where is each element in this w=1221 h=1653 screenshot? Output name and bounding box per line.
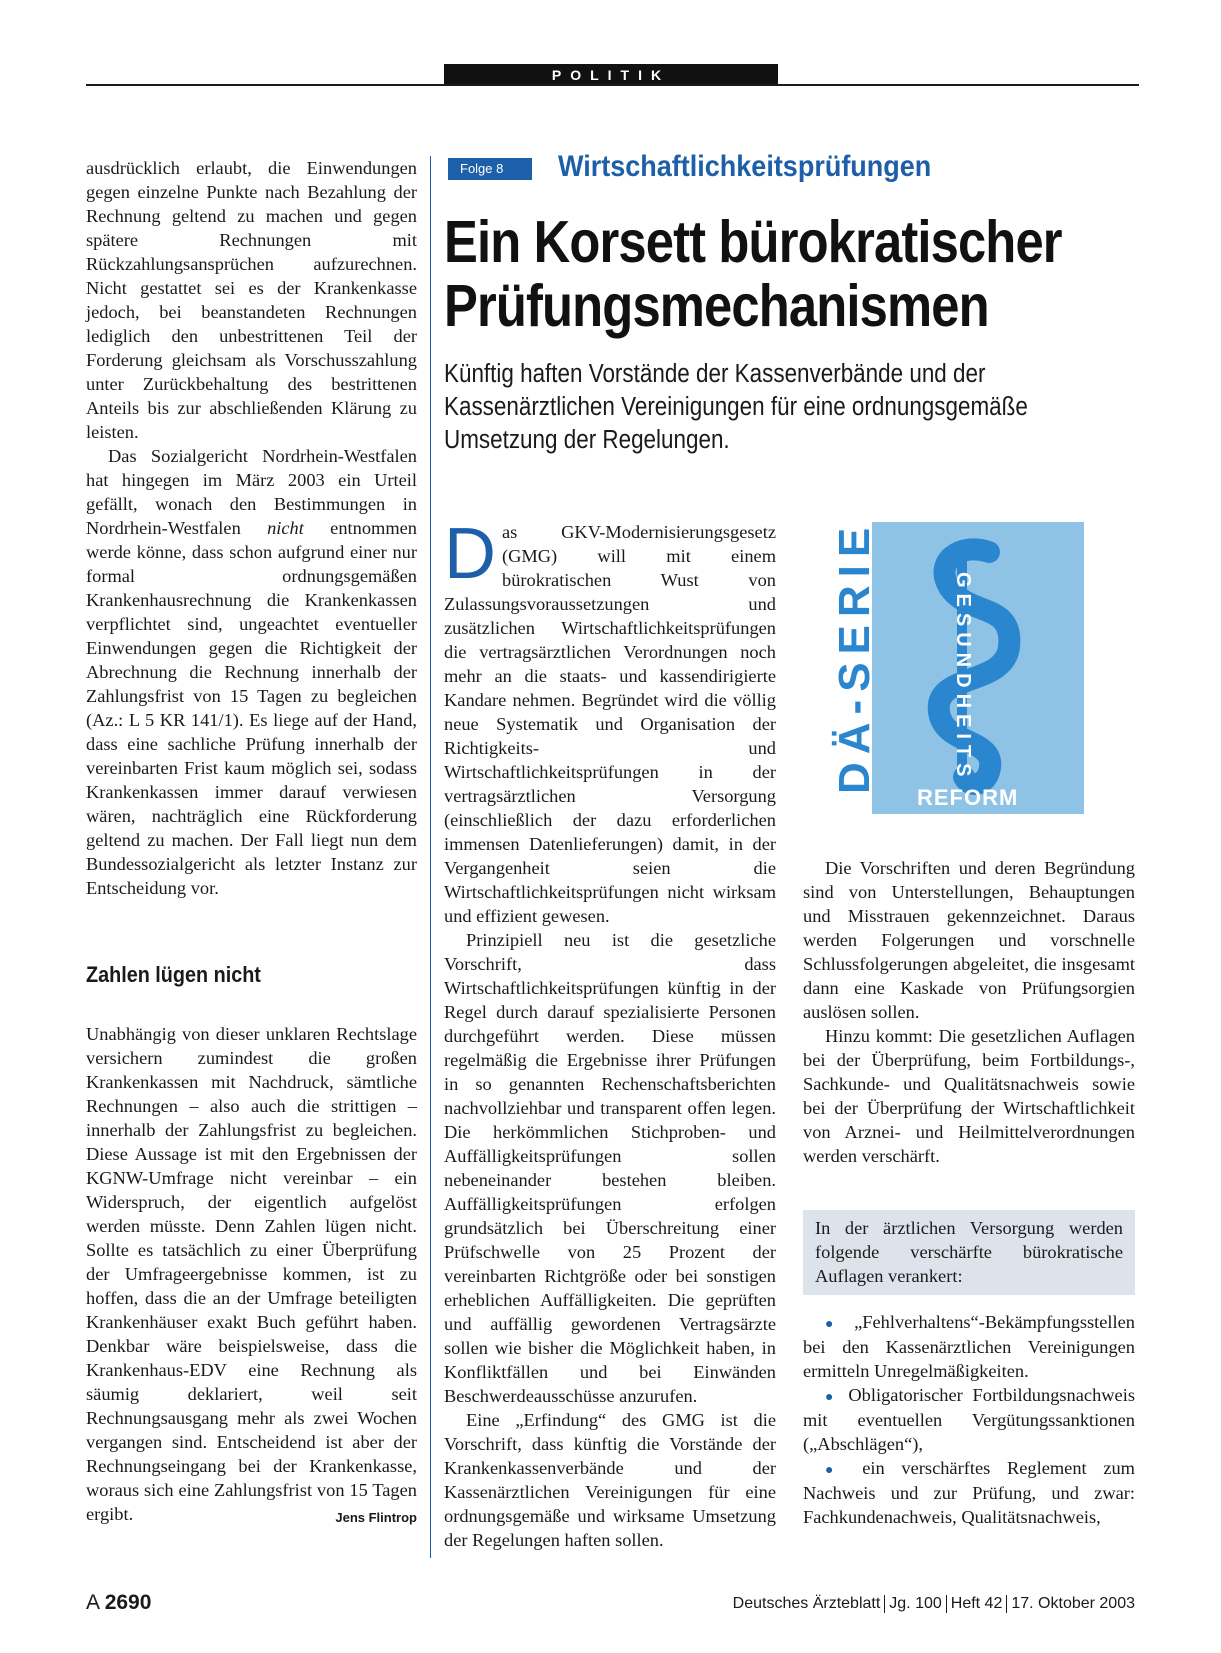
headline: Ein Korsett bürokratischer Prüfungsmechanismen	[444, 209, 1062, 339]
paragraph: Hinzu kommt: Die gesetzlichen Auflagen bei der Überprüfung, beim Fortbildungs-, Sachkunde- und Qualitätsnachweis sowie bei der Überprüfung der Wirtschaftlichkeit von Arznei- und Heilmittelverordnungen werden verschärft.	[803, 1026, 1135, 1166]
teaser: Künftig haften Vorstände der Kassenverbände und der Kassenärztlichen Vereinigungen für eine ordnungsgemäße Umsetzung der Regelungen.	[444, 360, 1028, 454]
publication-name: Deutsches Ärzteblatt	[732, 1595, 881, 1613]
column-1-continued	[86, 1022, 417, 1530]
series-badge: Folge 8	[448, 158, 532, 180]
author: Jens Flintrop	[335, 1510, 417, 1525]
header-rule	[86, 84, 1139, 86]
separator	[1006, 1595, 1007, 1613]
paragraph: Die Vorschriften und deren Begründung sind von Unterstellungen, Behauptungen und Misstrauen gekennzeichnet. Daraus werden Folgerungen und vorschnelle Schlussfolgerungen abgeleitet, die insgesamt dann eine Kaskade von Prüfungsorgien auslösen sollen.	[803, 858, 1135, 1022]
paragraph: Eine „Erfindung“ des GMG ist die Vorschrift, dass künftig die Vorstände der Krankenkassenverbände und der Kassenärztlichen Vereinigungen für eine ordnungsgemäße und wirksame Umsetzung der Regelungen haften sollen.	[444, 1410, 776, 1550]
section-label: POLITIK	[444, 64, 778, 86]
list-item-text: ein verschärftes Reglement zum Nachweis und zur Prüfung, und zwar: Fachkundenachweis, Qualitätsnachweis,	[803, 1458, 1135, 1527]
logo-vertical-text: DÄ-SERIE	[830, 519, 879, 794]
separator	[946, 1595, 947, 1613]
page-number-value: 2690	[104, 1591, 152, 1614]
list-item-text: „Fehlverhaltens“-Bekämpfungsstellen bei den Kassenärztlichen Vereinigungen ermitteln Unregelmäßigkeiten.	[803, 1312, 1135, 1381]
issue-date: 17. Oktober 2003	[1011, 1595, 1135, 1613]
logo-bottom-text: REFORM	[917, 785, 1019, 810]
column-2	[444, 514, 776, 1552]
drop-cap: D	[444, 514, 496, 594]
list-item	[803, 1456, 1135, 1529]
paragraph-text: Das Sozialgericht Nordrhein-Westfalen hat hingegen im März 2003 ein Urteil gefällt, wonach den Bestimmungen in Nordrhein-Westfalen	[86, 446, 417, 538]
paragraph-text: entnommen werde könne, dass schon aufgrund einer nur formal ordnungsgemäßen Krankenhausrechnung die Krankenkassen verpflichtet sind, ungeachtet eventueller Einwendungen gegen die Richtigkeit der Abrechnung die Rechnung innerhalb der Zahlungsfrist von 15 Tagen zu begleichen (Az.: L 5 KR 141/1). Es liege auf der Hand, dass eine sachliche Prüfung innerhalb der vereinbarten Frist kaum möglich sei, sodass Krankenkassen immer darauf verwiesen wären, nachträglich eine Rückforderung geltend zu machen. Der Fall liegt nun dem Bundessozialgericht als letzter Instanz zur Entscheidung vor.	[86, 518, 417, 898]
paragraph-text: Unabhängig von dieser unklaren Rechtslage versichern zumindest die großen Krankenkassen mit Nachdruck, sämtliche Rechnungen – also auch die strittigen – innerhalb der Zahlungsfrist zu begleichen. Diese Aussage ist mit den Ergebnissen der KGNW-Umfrage nicht vereinbar – ein Widerspruch, der eigentlich aufgelöst werden müsste. Denn Zahlen lügen nicht. Sollte es tatsächlich zu einer Überprüfung der Umfrageergebnisse kommen, ist zu hoffen, dass die an der Umfrage beteiligten Krankenhäuser exakt Buch geführt haben. Denkbar wäre beispielsweise, dass die Krankenhaus-EDV eine Rechnung als säumig deklariert, weil seit Rechnungsausgang mehr als zwei Wochen vergangen sind. Entscheidend ist aber der Rechnungseingang bei der Krankenkasse, woraus sich eine Zahlungsfrist von 15 Tagen ergibt.	[86, 1024, 417, 1524]
list-item-text: Obligatorischer Fortbildungsnachweis mit eventuellen Vergütungssanktionen („Abschlägen“),	[803, 1385, 1135, 1454]
bullet-list	[803, 1310, 1135, 1529]
bullet-icon: ●	[825, 1388, 839, 1404]
paragraph: Prinzipiell neu ist die gesetzliche Vorschrift, dass Wirtschaftlichkeitsprüfungen künftig in der Regel durch darauf spezialisierte Personen durchgeführt werden. Diese müssen regelmäßig die Ergebnisse ihrer Prüfungen in so genannten Rechenschaftsberichten nachvollziehbar und transparent offen legen. Die herkömmlichen Stichproben- und Auffälligkeitsprüfungen sollen nebeneinander bestehen bleiben. Auffälligkeitsprüfungen erfolgen grundsätzlich bei Überschreitung einer Prüfschwelle von 25 Prozent der vereinbarten Richtgröße oder bei sonstigen erheblichen Auffälligkeiten. Die geprüften und auffällig gewordenen Vertragsärzte sollen wie bisher die Möglichkeit haben, in Konfliktfällen und bei Einwänden Beschwerdeausschüsse anzurufen.	[444, 930, 776, 1406]
subheading: Zahlen lügen nicht	[86, 962, 261, 987]
paragraph	[86, 1022, 417, 1526]
info-box: In der ärztlichen Versorgung werden folgende verschärfte bürokratische Auflagen verankert:	[803, 1210, 1135, 1295]
paragraph-text: as GKV-Modernisierungsgesetz (GMG) will mit einem bürokratischen Wust von Zulassungsvoraussetzungen und zusätzlichen Wirtschaftlichkeitsprüfungen die vertragsärztlichen Verordnungen noch mehr an die staats- und kassendirigierte Kandare nehmen. Begründet wird die völlig neue Systematik und Organisation der Richtigkeits- und Wirtschaftlichkeitsprüfungen in der vertragsärztlichen Versorgung (einschließlich der dazu erforderlichen immensen Datenlieferungen) damit, in der Vergangenheit seien die Wirtschaftlichkeitsprüfungen nicht wirksam und effizient gewesen.	[444, 522, 776, 926]
column-3	[803, 856, 1135, 1168]
page-number	[86, 1591, 151, 1615]
emphasis: nicht	[267, 518, 304, 538]
bullet-icon: ●	[825, 1461, 846, 1477]
paragraph	[444, 514, 776, 928]
column-divider	[430, 156, 431, 1558]
page-prefix: A	[86, 1591, 99, 1614]
paragraph: ausdrücklich erlaubt, die Einwendungen gegen einzelne Punkte nach Bezahlung der Rechnung geltend zu machen und gegen spätere Rechnungen mit Rückzahlungsansprüchen aufzurechnen. Nicht gestattet sei es der Krankenkasse jedoch, bei beanstandeten Rechnungen lediglich den unbestrittenen Teil der Forderung gleichsam als Vorschusszahlung unter Zurückbehaltung des bestrittenen Anteils bis zur abschließenden Klärung zu leisten.	[86, 158, 417, 442]
series-title: Wirtschaftlichkeitsprüfungen	[558, 150, 932, 183]
column-1	[86, 156, 417, 900]
paragraph	[86, 444, 417, 900]
list-item	[803, 1383, 1135, 1456]
volume: Jg. 100	[889, 1595, 942, 1613]
series-logo	[830, 519, 1084, 826]
logo-snake-text: GESUNDHEITS	[952, 572, 974, 783]
bullet-icon: ●	[825, 1315, 842, 1331]
issue: Heft 42	[950, 1595, 1003, 1613]
list-item	[803, 1310, 1135, 1383]
publication-info	[733, 1595, 1135, 1613]
separator	[884, 1595, 885, 1613]
